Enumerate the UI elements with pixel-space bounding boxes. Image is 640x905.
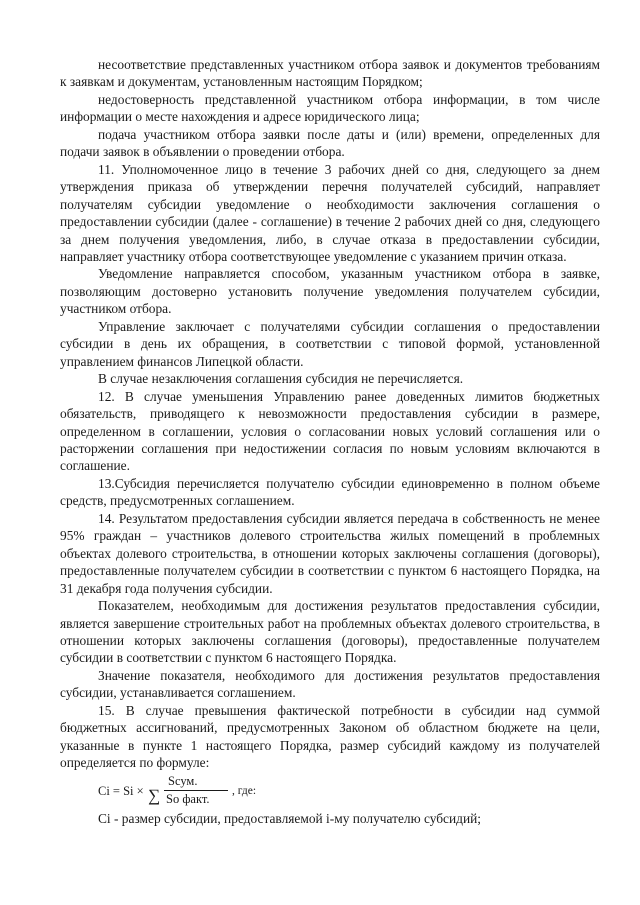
paragraph: Значение показателя, необходимого для достижения результатов предоставления субсидии, устанавливается соглашением. bbox=[60, 667, 600, 701]
formula-numerator: Sсум. bbox=[168, 773, 198, 788]
formula-denominator: So факт. bbox=[166, 791, 210, 806]
sum-sign: ∑ bbox=[148, 785, 161, 805]
paragraph: 12. В случае уменьшения Управлению ранее доведенных лимитов бюджетных обязательств, приводящего к невозможности предоставления субсидии в размере, определенном в соглашении, условия о согласовании новых условий соглашения или о расторжении соглашения при недостижении согласия по новым условиям включаются в соглашение. bbox=[60, 388, 600, 474]
paragraph: Показателем, необходимым для достижения результатов предоставления субсидии, является завершение строительных работ на проблемных объектах долевого строительства, в отношении которых заключены соглашения (договоры), предоставленные получателем субсидии в соответствии с пунктом 6 настоящего Порядка. bbox=[60, 598, 600, 666]
paragraph: 15. В случае превышения фактической потребности в субсидии над суммой бюджетных ассигнований, предусмотренных Законом об областном бюджете на цели, указанные в пункте 1 настоящего Порядка, размер субсидий каждому из получателей определяется по формуле: bbox=[60, 702, 600, 771]
paragraph: В случае незаключения соглашения субсидия не перечисляется. bbox=[98, 371, 464, 387]
paragraph: подача участником отбора заявки после даты и (или) времени, определенных для подачи заявок в объявлении о проведении отбора. bbox=[60, 126, 600, 160]
paragraph: Уведомление направляется способом, указанным участником отбора в заявке, позволяющим достоверно установить получение уведомления получателем субсидии, участником отбора. bbox=[60, 266, 600, 317]
paragraph: 13.Субсидия перечисляется получателю субсидии единовременно в полном объеме средств, предусмотренных соглашением. bbox=[60, 475, 600, 509]
formula-lhs: Ci = Si × bbox=[98, 783, 144, 798]
paragraph: 14. Результатом предоставления субсидии является передача в собственность не менее 95% граждан – участников долевого строительства жилых помещений в проблемных объектах долевого строительства, в отношении которых заключены соглашения (договоры), предоставленные получателем субсидии в соответствии с пунктом 6 настоящего Порядка, на 31 декабря года получения субсидии. bbox=[60, 510, 600, 596]
paragraph: несоответствие представленных участником отбора заявок и документов требованиям к заявкам и документам, установленным настоящим Порядком; bbox=[60, 57, 600, 90]
paragraph: 11. Уполномоченное лицо в течение 3 рабочих дней со дня, следующего за днем утверждения приказа об утверждении перечня получателей субсидий, направляет получателям субсидии уведомление о необходимости заключения соглашения о предоставлении субсидии (далее - соглашение) в течение 2 рабочих дней со дня, следующего за днем получения уведомления, либо, в случае отказа в предоставлении субсидии, направляет участнику отбора соответствующее уведомление с указанием причин отказа. bbox=[60, 161, 600, 264]
subsidy-formula bbox=[98, 773, 600, 809]
formula-tail: , где: bbox=[232, 784, 257, 797]
paragraph: Управление заключает с получателями субсидии соглашения о предоставлении субсидии в день их обращения, в соответствии с типовой формой, установленной управлением финансов Липецкой области. bbox=[60, 318, 600, 369]
paragraph: недостоверность представленной участником отбора информации, в том числе информации о месте нахождения и адресе юридического лица; bbox=[60, 91, 600, 125]
definition-line: Сi - размер субсидии, предоставляемой i-му получателю субсидий; bbox=[98, 810, 482, 826]
